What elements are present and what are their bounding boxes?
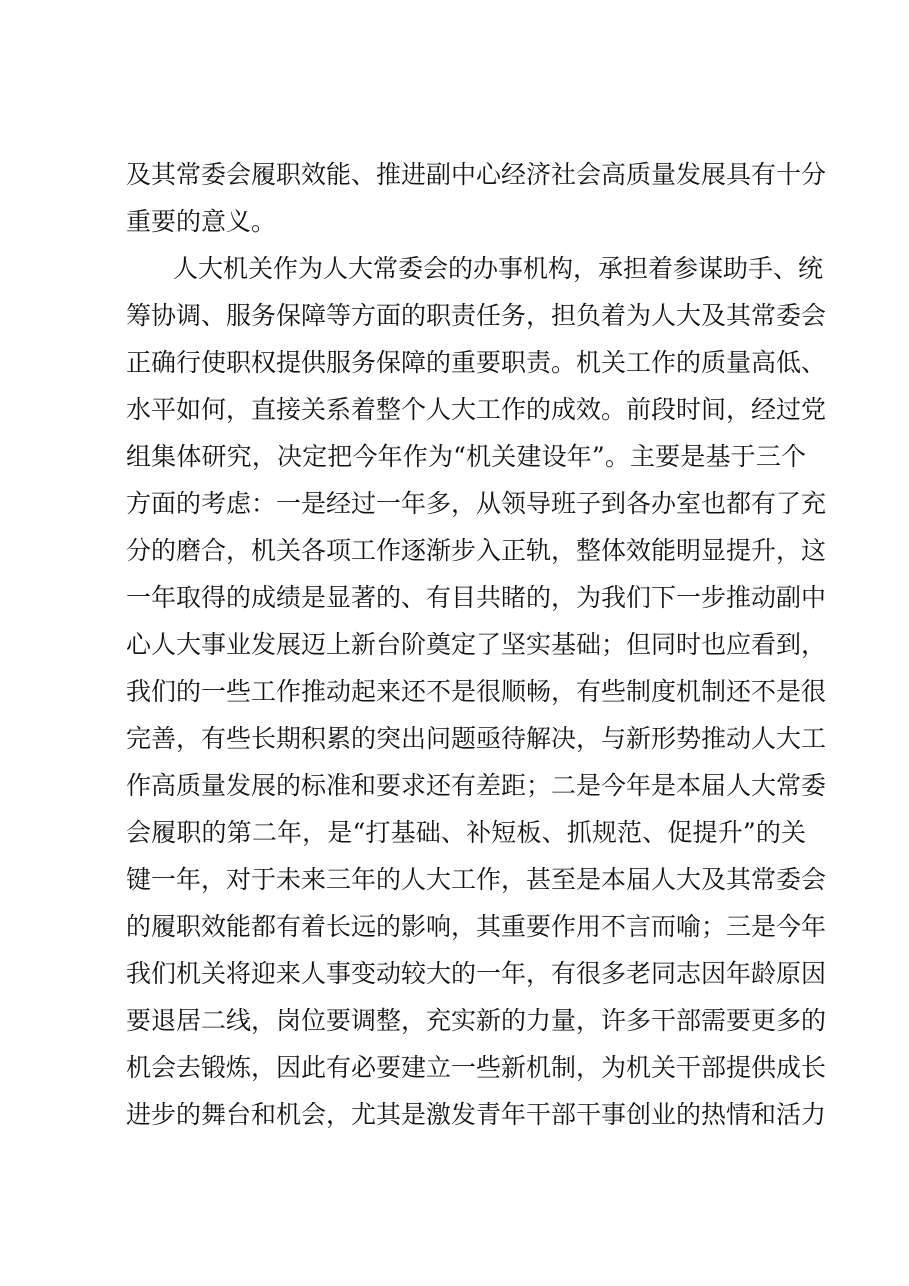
text-line-5: 正确行使职权提供服务保障的重要职责。机关工作的质量高低、 bbox=[126, 348, 827, 377]
text-line-9: 分的磨合，机关各项工作逐渐步入正轨，整体效能明显提升，这 bbox=[126, 536, 827, 565]
text-line-16: 键一年，对于未来三年的人大工作，甚至是本届人大及其常委会 bbox=[126, 865, 827, 894]
text-line-6: 水平如何，直接关系着整个人大工作的成效。前段时间，经过党 bbox=[126, 395, 827, 424]
text-line-14: 作高质量发展的标准和要求还有差距；二是今年是本届人大常委 bbox=[126, 771, 827, 800]
text-line-21: 进步的舞台和机会，尤其是激发青年干部干事创业的热情和活力 bbox=[126, 1100, 827, 1129]
text-line-1: 及其常委会履职效能、推进副中心经济社会高质量发展具有十分 bbox=[126, 160, 827, 189]
text-line-13: 完善，有些长期积累的突出问题亟待解决，与新形势推动人大工 bbox=[126, 724, 827, 753]
text-line-11: 心人大事业发展迈上新台阶奠定了坚实基础；但同时也应看到， bbox=[126, 630, 827, 659]
text-line-7: 组集体研究，决定把今年作为“机关建设年”。主要是基于三个 bbox=[126, 442, 806, 471]
text-line-4: 筹协调、服务保障等方面的职责任务，担负着为人大及其常委会 bbox=[126, 301, 827, 330]
text-line-17: 的履职效能都有着长远的影响，其重要作用不言而喻；三是今年 bbox=[126, 912, 827, 941]
paragraph-2-first-line: 人大机关作为人大常委会的办事机构，承担着参谋助手、统 bbox=[173, 254, 824, 283]
text-line-18: 我们机关将迎来人事变动较大的一年，有很多老同志因年龄原因 bbox=[126, 959, 827, 988]
text-line-2: 重要的意义。 bbox=[126, 207, 277, 236]
text-line-12: 我们的一些工作推动起来还不是很顺畅，有些制度机制还不是很 bbox=[126, 677, 827, 706]
text-line-10: 一年取得的成绩是显著的、有目共睹的，为我们下一步推动副中 bbox=[126, 583, 827, 612]
text-line-20: 机会去锻炼，因此有必要建立一些新机制，为机关干部提供成长 bbox=[126, 1053, 827, 1082]
text-line-15: 会履职的第二年，是“打基础、补短板、抓规范、促提升”的关 bbox=[126, 818, 806, 847]
text-line-8: 方面的考虑：一是经过一年多，从领导班子到各办室也都有了充 bbox=[126, 489, 827, 518]
text-line-19: 要退居二线，岗位要调整，充实新的力量，许多干部需要更多的 bbox=[126, 1006, 827, 1035]
